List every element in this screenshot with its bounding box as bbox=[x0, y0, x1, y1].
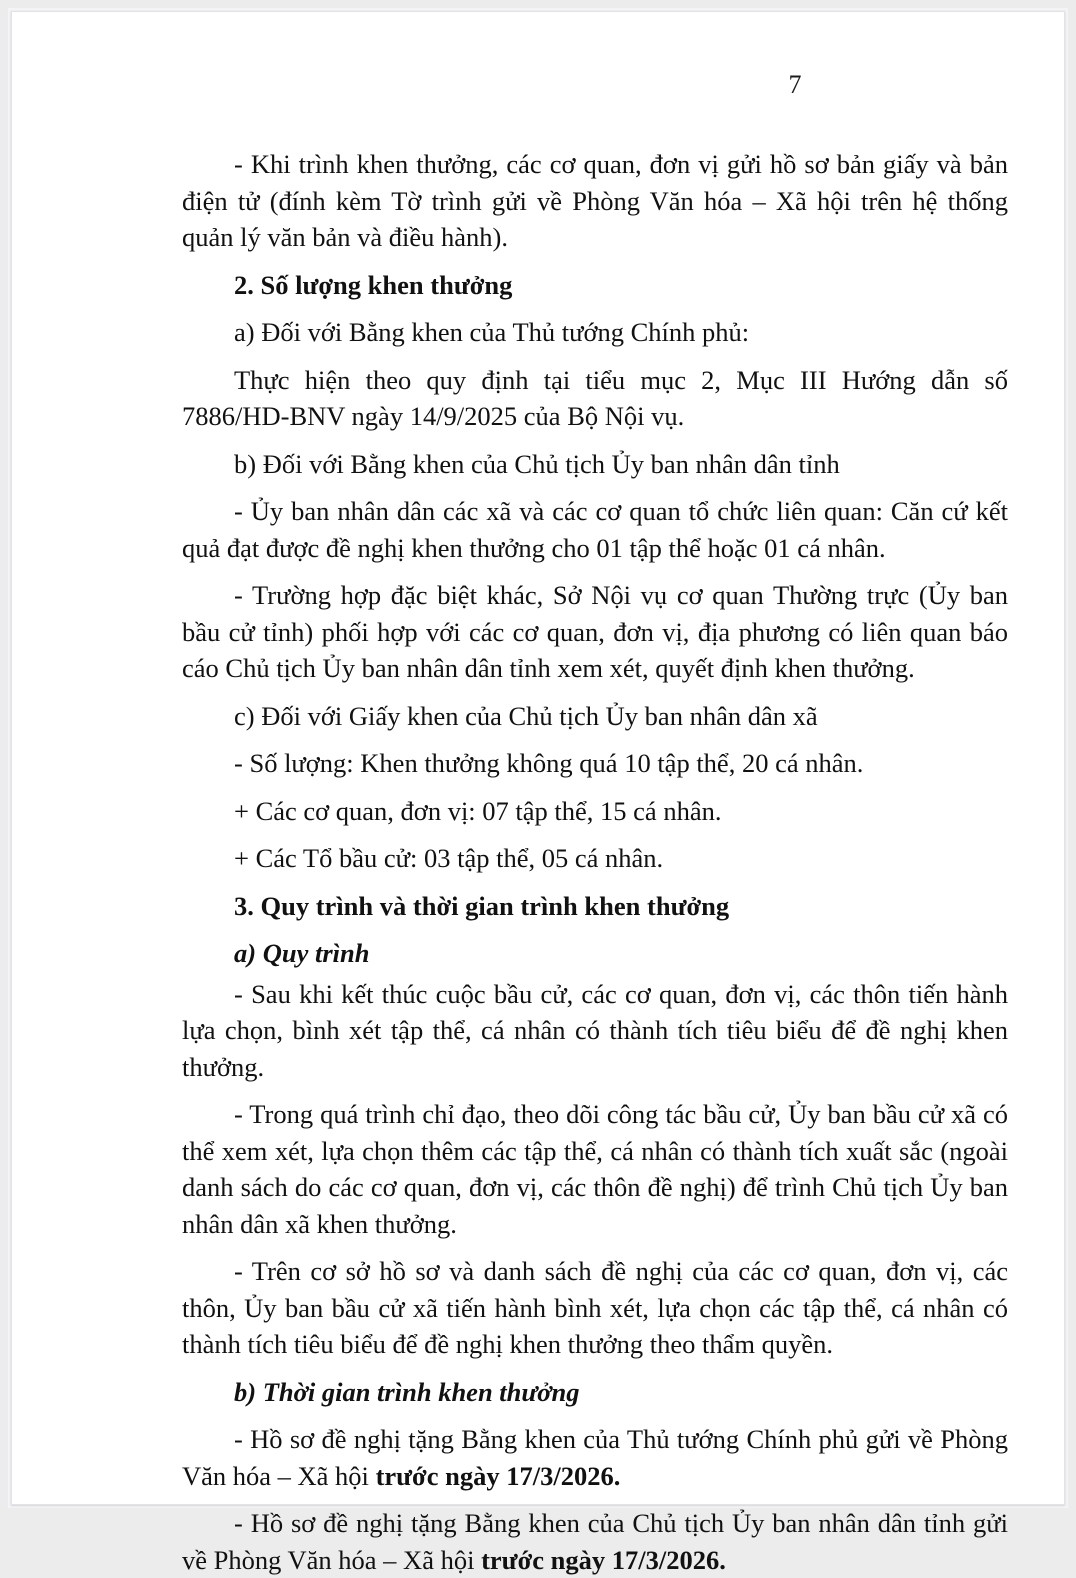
paragraph-3a-item-2: - Trong quá trình chỉ đạo, theo dõi công tác bầu cử, Ủy ban bầu cử xã có thể xem xét, lựa chọn thêm các tập thể, cá nhân có thành tích xuất sắc (ngoài danh sách do các cơ quan, đơn vị, các thôn đề nghị) để trình Chủ tịch Ủy ban nhân dân xã khen thưởng. bbox=[182, 1099, 1008, 1239]
heading-section-2: 2. Số lượng khen thưởng bbox=[234, 269, 513, 300]
paragraph-3b-deadline-province bbox=[182, 1505, 1008, 1578]
deadline-pm-text: - Hồ sơ đề nghị tặng Bằng khen của Thủ tướng Chính phủ gửi về Phòng Văn hóa – Xã hội bbox=[182, 1424, 1008, 1491]
paragraph-intro-submission: - Khi trình khen thưởng, các cơ quan, đơn vị gửi hồ sơ bản giấy và bản điện tử (đính kèm Tờ trình gửi về Phòng Văn hóa – Xã hội trên hệ thống quản lý văn bản và điều hành). bbox=[182, 149, 1008, 252]
deadline-province-text: - Hồ sơ đề nghị tặng Bằng khen của Chủ tịch Ủy ban nhân dân tỉnh gửi về Phòng Văn hóa – Xã hội bbox=[182, 1508, 1008, 1575]
paragraph-2a-body: Thực hiện theo quy định tại tiểu mục 2, Mục III Hướng dẫn số 7886/HD-BNV ngày 14/9/2025 của Bộ Nội vụ. bbox=[182, 364, 1008, 431]
paragraph-3b-deadline-pm bbox=[182, 1421, 1008, 1494]
subheading-3a-process: a) Quy trình bbox=[234, 938, 370, 968]
list-item-quantity-total: - Số lượng: Khen thưởng không quá 10 tập thể, 20 cá nhân. bbox=[234, 748, 864, 778]
page-content bbox=[182, 72, 1008, 1578]
paragraph-3a-item-3: - Trên cơ sở hồ sơ và danh sách đề nghị của các cơ quan, đơn vị, các thôn, Ủy ban bầu cử xã tiến hành bình xét, lựa chọn các tập thể, cá nhân có thành tích tiêu biểu để đề nghị khen thưởng theo thẩm quyền. bbox=[182, 1256, 1008, 1359]
page-number: 7 bbox=[788, 70, 802, 99]
document-page bbox=[11, 11, 1065, 1575]
list-item-election-teams: + Các Tổ bầu cử: 03 tập thể, 05 cá nhân. bbox=[234, 843, 664, 873]
subsection-2a-title: a) Đối với Bằng khen của Thủ tướng Chính phủ: bbox=[234, 317, 750, 347]
page-frame bbox=[8, 8, 1068, 1575]
subsection-2c-title: c) Đối với Giấy khen của Chủ tịch Ủy ban nhân dân xã bbox=[234, 700, 818, 731]
list-item-agencies: + Các cơ quan, đơn vị: 07 tập thể, 15 cá nhân. bbox=[234, 795, 722, 826]
paragraph-3a-item-1: - Sau khi kết thúc cuộc bầu cử, các cơ quan, đơn vị, các thôn tiến hành lựa chọn, bình xét tập thể, cá nhân có thành tích tiêu biểu để đề nghị khen thưởng. bbox=[182, 978, 1008, 1082]
subsection-2b-title: b) Đối với Bằng khen của Chủ tịch Ủy ban nhân dân tỉnh bbox=[234, 448, 840, 479]
paragraph-2b-item-2: - Trường hợp đặc biệt khác, Sở Nội vụ cơ quan Thường trực (Ủy ban bầu cử tỉnh) phối hợp với các cơ quan, đơn vị, địa phương có liên quan báo cáo Chủ tịch Ủy ban nhân dân tỉnh xem xét, quyết định khen thưởng. bbox=[182, 580, 1008, 683]
deadline-pm-date: trước ngày 17/3/2026. bbox=[375, 1460, 621, 1491]
paragraph-2b-item-1: - Ủy ban nhân dân các xã và các cơ quan tổ chức liên quan: Căn cứ kết quả đạt được đề nghị khen thưởng cho 01 tập thể hoặc 01 cá nhân. bbox=[182, 496, 1008, 563]
heading-section-3: 3. Quy trình và thời gian trình khen thưởng bbox=[234, 890, 730, 921]
subheading-3b-timing: b) Thời gian trình khen thưởng bbox=[234, 1376, 580, 1407]
deadline-province-date: trước ngày 17/3/2026. bbox=[481, 1544, 726, 1575]
